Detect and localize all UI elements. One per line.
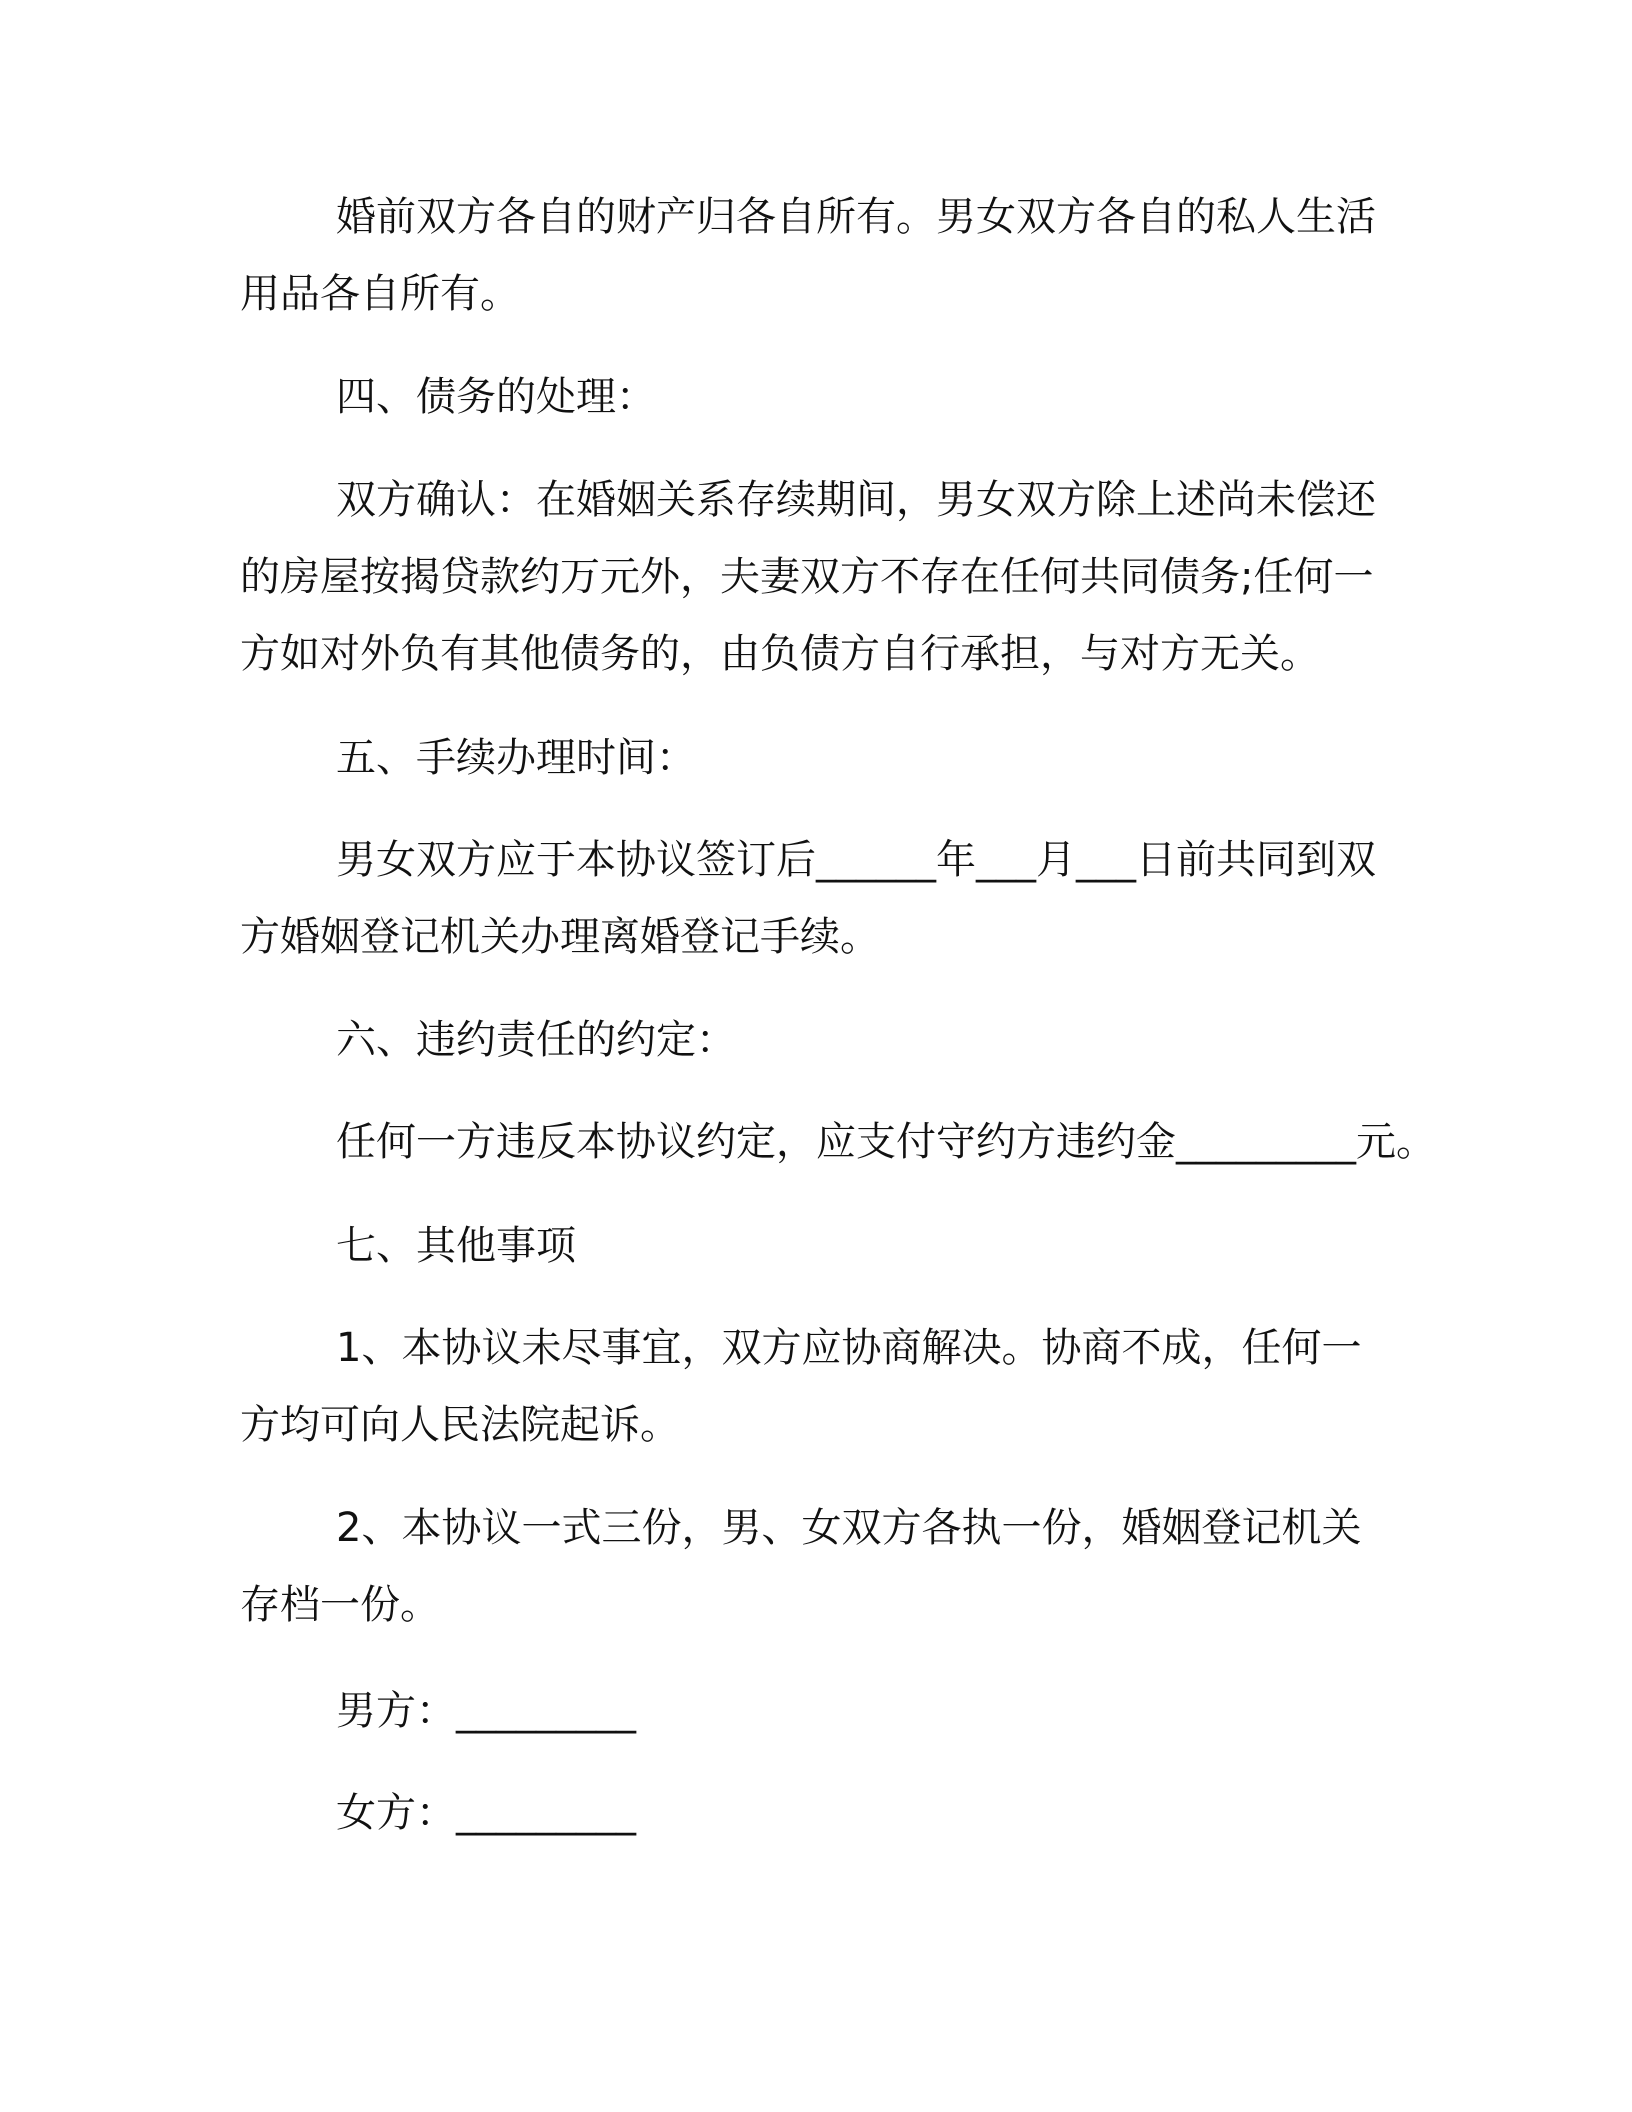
paragraph-breach-penalty: 任何一方违反本协议约定，应支付守约方违约金_________元。 [336, 1119, 1436, 1165]
section-heading-other-matters: 七、其他事项 [336, 1223, 576, 1269]
signature-line-male: 男方：_________ [336, 1688, 636, 1734]
paragraph-procedure-deadline: 男女双方应于本协议签订后______年___月___日前共同到双方婚姻登记机关办理离婚登记手续。 [240, 837, 1376, 960]
paragraph-debt-confirmation: 双方确认：在婚姻关系存续期间，男女双方除上述尚未偿还的房屋按揭贷款约万元外，夫妻双方不存在任何共同债务;任何一方如对外负有其他债务的，由负债方自行承担，与对方无关。 [240, 477, 1376, 677]
section-heading-procedure-time: 五、手续办理时间： [336, 735, 696, 781]
paragraph-other-item-2: 2、本协议一式三份，男、女双方各执一份，婚姻登记机关存档一份。 [240, 1505, 1362, 1628]
paragraph-premarital-property: 婚前双方各自的财产归各自所有。男女双方各自的私人生活用品各自所有。 [240, 194, 1376, 317]
section-heading-breach: 六、违约责任的约定： [336, 1017, 736, 1063]
paragraph-other-item-1: 1、本协议未尽事宜，双方应协商解决。协商不成，任何一方均可向人民法院起诉。 [240, 1325, 1362, 1448]
signature-line-female: 女方：_________ [336, 1790, 636, 1836]
section-heading-debts: 四、债务的处理： [336, 374, 656, 420]
